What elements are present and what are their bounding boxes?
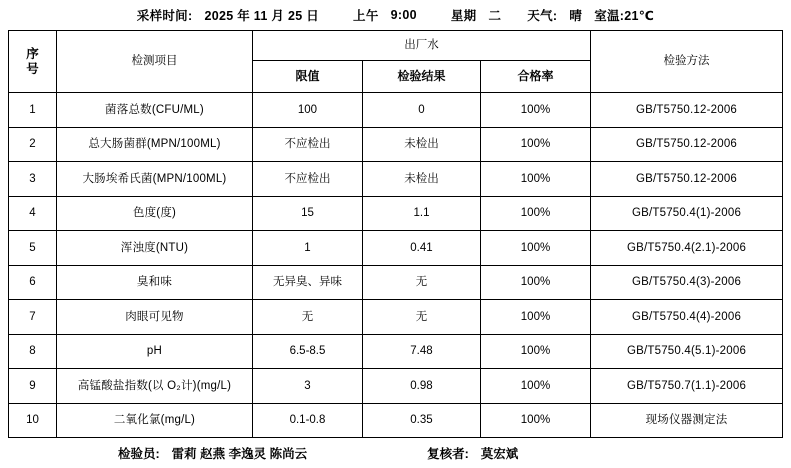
row-index: 10 [8, 403, 56, 438]
row-limit: 0.1-0.8 [252, 403, 362, 438]
row-index: 3 [8, 162, 56, 197]
table-header-row-1 [8, 31, 782, 61]
row-limit: 100 [252, 93, 362, 128]
table-row [8, 265, 782, 300]
row-index: 7 [8, 300, 56, 335]
column-header-group-outlet-water: 出厂水 [252, 31, 590, 61]
row-method: GB/T5750.4(3)-2006 [591, 265, 783, 300]
row-rate: 100% [480, 93, 590, 128]
column-header-no [8, 31, 56, 93]
row-method: GB/T5750.7(1.1)-2006 [591, 369, 783, 404]
row-item: 菌落总数(CFU/ML) [56, 93, 252, 128]
table-row [8, 403, 782, 438]
inspection-table [8, 30, 783, 438]
row-result: 未检出 [362, 127, 480, 162]
table-row [8, 369, 782, 404]
row-index: 9 [8, 369, 56, 404]
reviewer-value: 莫宏斌 [480, 447, 519, 461]
row-index: 2 [8, 127, 56, 162]
column-header-item: 检测项目 [56, 31, 252, 93]
row-item: 二氧化氯(mg/L) [56, 403, 252, 438]
row-rate: 100% [480, 334, 590, 369]
row-method: GB/T5750.12-2006 [591, 127, 783, 162]
table-row [8, 196, 782, 231]
row-method: GB/T5750.4(5.1)-2006 [591, 334, 783, 369]
weather-value: 晴 [569, 9, 583, 23]
row-rate: 100% [480, 162, 590, 197]
row-rate: 100% [480, 265, 590, 300]
row-result: 0.41 [362, 231, 480, 266]
weekday-value: 二 [488, 9, 502, 23]
weekday-label: 星期 [450, 9, 477, 23]
row-index: 1 [8, 93, 56, 128]
row-index: 6 [8, 265, 56, 300]
table-head [8, 31, 782, 93]
row-method: GB/T5750.12-2006 [591, 93, 783, 128]
row-rate: 100% [480, 369, 590, 404]
row-limit: 无异臭、异味 [252, 265, 362, 300]
table-row [8, 334, 782, 369]
row-item: 大肠埃希氏菌(MPN/100ML) [56, 162, 252, 197]
row-result: 0.35 [362, 403, 480, 438]
column-header-limit: 限值 [252, 61, 362, 93]
row-method: GB/T5750.4(4)-2006 [591, 300, 783, 335]
table-row [8, 127, 782, 162]
row-limit: 3 [252, 369, 362, 404]
row-limit: 无 [252, 300, 362, 335]
row-rate: 100% [480, 300, 590, 335]
room-temp-label: 室温: [594, 9, 625, 23]
row-result: 0.98 [362, 369, 480, 404]
row-item: 浑浊度(NTU) [56, 231, 252, 266]
row-item: 高锰酸盐指数(以 O₂计)(mg/L) [56, 369, 252, 404]
column-header-method: 检验方法 [591, 31, 783, 93]
row-index: 5 [8, 231, 56, 266]
row-limit: 15 [252, 196, 362, 231]
row-limit: 不应检出 [252, 162, 362, 197]
inspector-label: 检验员: [118, 447, 160, 461]
reviewer-label: 复核者: [427, 447, 469, 461]
row-item: 臭和味 [56, 265, 252, 300]
row-method: GB/T5750.4(1)-2006 [591, 196, 783, 231]
time-of-day-label: 上午 [353, 9, 379, 23]
report-footer [0, 438, 791, 468]
time-of-day-value: 9:00 [390, 8, 417, 22]
row-result: 无 [362, 265, 480, 300]
column-header-no-line1: 序 [26, 47, 39, 62]
row-item: 肉眼可见物 [56, 300, 252, 335]
report-header [0, 0, 791, 30]
sampling-time-label: 采样时间: [136, 9, 193, 23]
row-rate: 100% [480, 403, 590, 438]
row-limit: 1 [252, 231, 362, 266]
row-rate: 100% [480, 127, 590, 162]
row-result: 1.1 [362, 196, 480, 231]
row-rate: 100% [480, 231, 590, 266]
inspector-value: 雷莉 赵燕 李逸灵 陈尚云 [171, 447, 308, 461]
row-item: pH [56, 334, 252, 369]
row-method: GB/T5750.4(2.1)-2006 [591, 231, 783, 266]
row-method: 现场仪器测定法 [591, 403, 783, 438]
row-index: 8 [8, 334, 56, 369]
column-header-result: 检验结果 [362, 61, 480, 93]
row-item: 总大肠菌群(MPN/100ML) [56, 127, 252, 162]
row-result: 无 [362, 300, 480, 335]
row-limit: 6.5-8.5 [252, 334, 362, 369]
row-result: 7.48 [362, 334, 480, 369]
row-result: 0 [362, 93, 480, 128]
table-row [8, 162, 782, 197]
row-item: 色度(度) [56, 196, 252, 231]
column-header-rate: 合格率 [480, 61, 590, 93]
row-rate: 100% [480, 196, 590, 231]
weather-label: 天气: [527, 9, 558, 23]
table-row [8, 300, 782, 335]
table-row [8, 93, 782, 128]
column-header-no-line2: 号 [26, 61, 39, 76]
sampling-time-value: 2025 年 11 月 25 日 [204, 9, 320, 23]
room-temp-value: 21℃ [624, 8, 655, 23]
row-result: 未检出 [362, 162, 480, 197]
row-index: 4 [8, 196, 56, 231]
table-body [8, 93, 782, 438]
row-limit: 不应检出 [252, 127, 362, 162]
row-method: GB/T5750.12-2006 [591, 162, 783, 197]
table-row [8, 231, 782, 266]
